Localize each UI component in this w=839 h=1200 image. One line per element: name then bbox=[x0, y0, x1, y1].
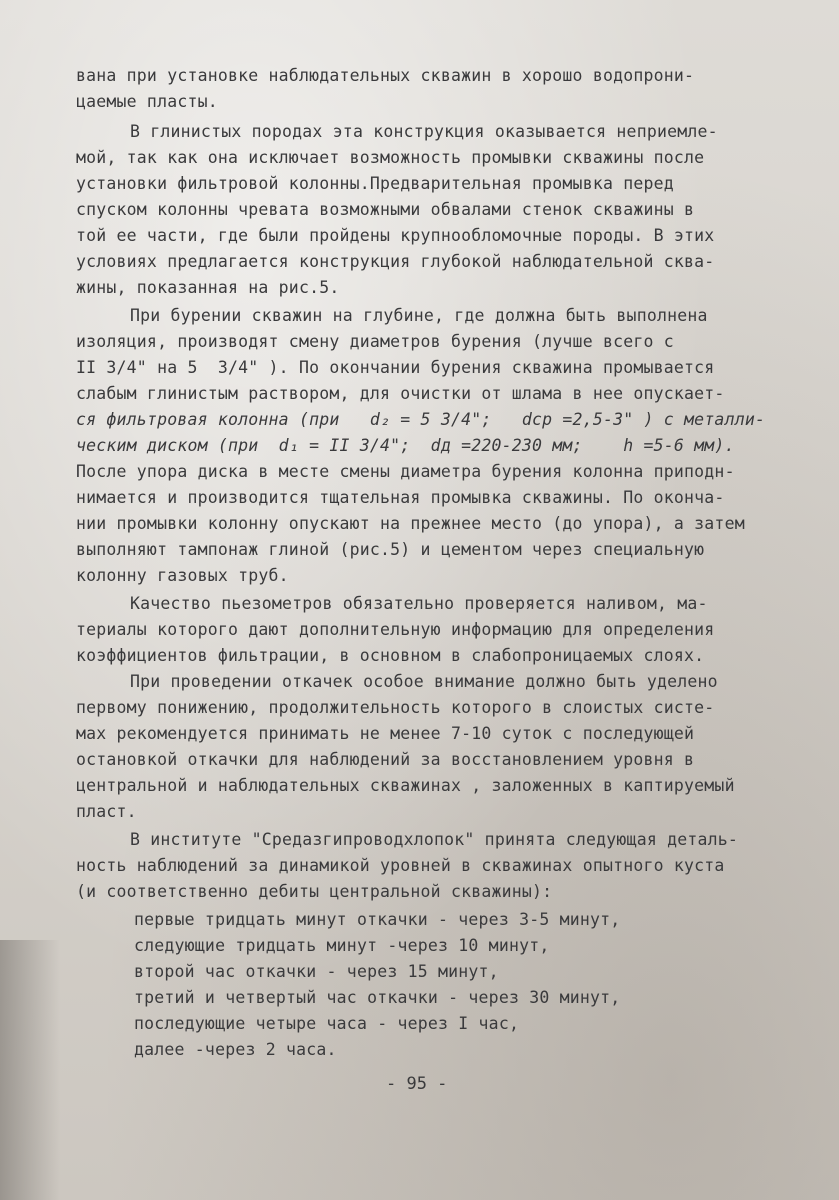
schedule-item: следующие тридцать минут -через 10 минут, bbox=[134, 936, 550, 955]
text-line: изоляция, производят смену диаметров бурения (лучше всего с bbox=[76, 332, 674, 351]
text-line: слабым глинистым раствором, для очистки от шлама в нее опускает- bbox=[76, 384, 725, 403]
text-line: После упора диска в месте смены диаметра бурения колонна приподн- bbox=[76, 462, 735, 481]
text-line: остановкой откачки для наблюдений за восстановлением уровня в bbox=[76, 750, 695, 769]
text-line: В институте "Средазгипроводхлопок" принята следующая деталь- bbox=[130, 830, 739, 849]
text-line: условиях предлагается конструкция глубокой наблюдательной сква- bbox=[76, 252, 715, 271]
text-line: той ее части, где были пройдены крупнообломочные породы. В этих bbox=[76, 226, 715, 245]
page-number: - 95 - bbox=[386, 1074, 448, 1094]
text-line: спуском колонны чревата возможными обвалами стенок скважины в bbox=[76, 200, 695, 219]
text-line-formula: ся фильтровая колонна (при d₂ = 5 3/4"; dср =2,5-3" ) с металли- bbox=[76, 410, 766, 429]
text-line: цаемые пласты. bbox=[76, 92, 218, 111]
text-line: первому понижению, продолжительность которого в слоистых систе- bbox=[76, 698, 715, 717]
text-line: выполняют тампонаж глиной (рис.5) и цементом через специальную bbox=[76, 540, 705, 559]
schedule-item: третий и четвертый час откачки - через 30 минут, bbox=[134, 988, 621, 1007]
text-line: нии промывки колонну опускают на прежнее место (до упора), а затем bbox=[76, 514, 745, 533]
text-line: мах рекомендуется принимать не менее 7-10 суток с последующей bbox=[76, 724, 695, 743]
text-line: мой, так как она исключает возможность промывки скважины после bbox=[76, 148, 705, 167]
text-line: установки фильтровой колонны.Предварительная промывка перед bbox=[76, 174, 674, 193]
schedule-item: первые тридцать минут откачки - через 3-5 минут, bbox=[134, 910, 621, 929]
text-line: При бурении скважин на глубине, где должна быть выполнена bbox=[130, 306, 708, 325]
schedule-item: второй час откачки - через 15 минут, bbox=[134, 962, 499, 981]
text-line: коэффициентов фильтрации, в основном в слабопроницаемых слоях. bbox=[76, 646, 705, 665]
text-line: II 3/4" на 5 3/4" ). По окончании бурения скважина промывается bbox=[76, 358, 715, 377]
text-line: пласт. bbox=[76, 802, 137, 821]
text-line: нимается и производится тщательная промывка скважины. По оконча- bbox=[76, 488, 725, 507]
text-line: жины, показанная на рис.5. bbox=[76, 278, 340, 297]
text-line: центральной и наблюдательных скважинах , заложенных в каптируемый bbox=[76, 776, 735, 795]
text-line: Качество пьезометров обязательно проверяется наливом, ма- bbox=[130, 594, 708, 613]
text-line: При проведении откачек особое внимание должно быть уделено bbox=[130, 672, 718, 691]
text-line: (и соответственно дебиты центральной скважины): bbox=[76, 882, 553, 901]
text-line-formula: ческим диском (при d₁ = II 3/4"; dд =220-230 мм; h =5-6 мм). bbox=[76, 436, 735, 455]
text-line: ность наблюдений за динамикой уровней в скважинах опытного куста bbox=[76, 856, 725, 875]
text-line: колонну газовых труб. bbox=[76, 566, 289, 585]
schedule-item: последующие четыре часа - через I час, bbox=[134, 1014, 520, 1033]
text-line: вана при установке наблюдательных скважин в хорошо водопрони- bbox=[76, 66, 695, 85]
schedule-item: далее -через 2 часа. bbox=[134, 1040, 337, 1059]
text-line: териалы которого дают дополнительную информацию для определения bbox=[76, 620, 715, 639]
text-line: В глинистых породах эта конструкция оказывается неприемле- bbox=[130, 122, 718, 141]
